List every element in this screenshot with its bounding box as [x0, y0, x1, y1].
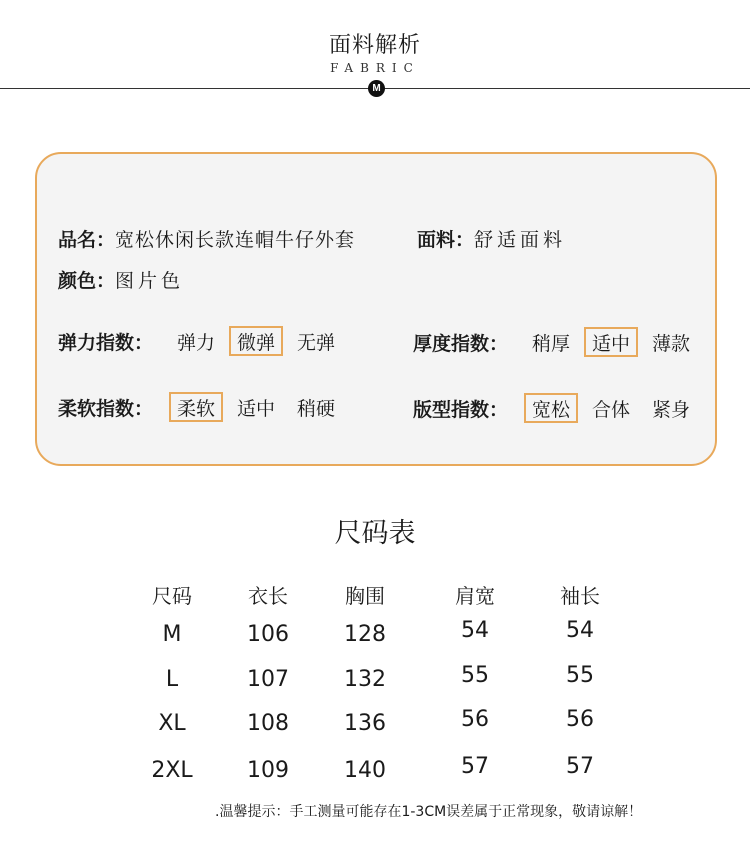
table-cell-size: M — [162, 622, 182, 647]
table-cell-sleeve: 55 — [566, 663, 594, 688]
fit-option: 合体 — [592, 399, 631, 421]
size-table-title: 尺码表 — [334, 518, 416, 549]
softness-index-label: 柔软指数： — [58, 397, 154, 420]
table-cell-chest: 136 — [344, 711, 386, 736]
table-cell-sleeve: 57 — [566, 754, 594, 779]
thickness-option: 薄款 — [652, 333, 691, 355]
softness-option: 稍硬 — [297, 398, 336, 420]
elasticity-option-selected: 微弹 — [229, 326, 283, 356]
fit-option: 紧身 — [652, 399, 691, 421]
table-cell-shoulder: 54 — [461, 618, 489, 643]
table-cell-chest: 128 — [344, 622, 386, 647]
table-cell-length: 106 — [247, 622, 289, 647]
fit-index-label: 版型指数： — [413, 398, 509, 421]
header-size: 尺码 — [152, 584, 192, 608]
product-name-value: 宽松休闲长款连帽牛仔外套 — [115, 228, 356, 251]
table-cell-sleeve: 54 — [566, 618, 594, 643]
thickness-option: 稍厚 — [532, 333, 571, 355]
table-cell-size: 2XL — [151, 758, 193, 783]
table-cell-chest: 140 — [344, 758, 386, 783]
header-sleeve: 袖长 — [560, 584, 600, 608]
thickness-index-label: 厚度指数： — [413, 332, 509, 355]
thickness-option-selected: 适中 — [584, 327, 638, 357]
header-badge: M — [368, 80, 385, 97]
section-subtitle: FABRIC — [330, 61, 420, 75]
softness-option-selected: 柔软 — [169, 392, 223, 422]
elasticity-index-label: 弹力指数： — [58, 331, 154, 354]
fabric-value: 舒适面料 — [474, 228, 567, 251]
table-cell-shoulder: 57 — [461, 754, 489, 779]
table-cell-length: 107 — [247, 667, 289, 692]
table-cell-shoulder: 56 — [461, 707, 489, 732]
table-cell-shoulder: 55 — [461, 663, 489, 688]
softness-option: 适中 — [237, 398, 276, 420]
table-cell-size: XL — [158, 711, 186, 736]
fabric-label: 面料： — [417, 228, 475, 251]
table-cell-sleeve: 56 — [566, 707, 594, 732]
product-name-label: 品名： — [58, 228, 116, 251]
elasticity-option: 弹力 — [177, 332, 216, 354]
color-label: 颜色： — [58, 269, 116, 292]
fit-option-selected: 宽松 — [524, 393, 578, 423]
table-cell-length: 108 — [247, 711, 289, 736]
section-title-fabric: 面料解析 — [328, 33, 421, 58]
color-value: 图片色 — [115, 269, 185, 292]
table-cell-size: L — [165, 667, 179, 692]
header-chest: 胸围 — [345, 584, 385, 608]
measurement-note: .温馨提示：手工测量可能存在1-3CM误差属于正常现象，敬请谅解！ — [215, 804, 643, 820]
header-shoulder: 肩宽 — [455, 584, 495, 608]
table-cell-length: 109 — [247, 758, 289, 783]
table-cell-chest: 132 — [344, 667, 386, 692]
header-length: 衣长 — [248, 584, 288, 608]
elasticity-option: 无弹 — [297, 332, 336, 354]
